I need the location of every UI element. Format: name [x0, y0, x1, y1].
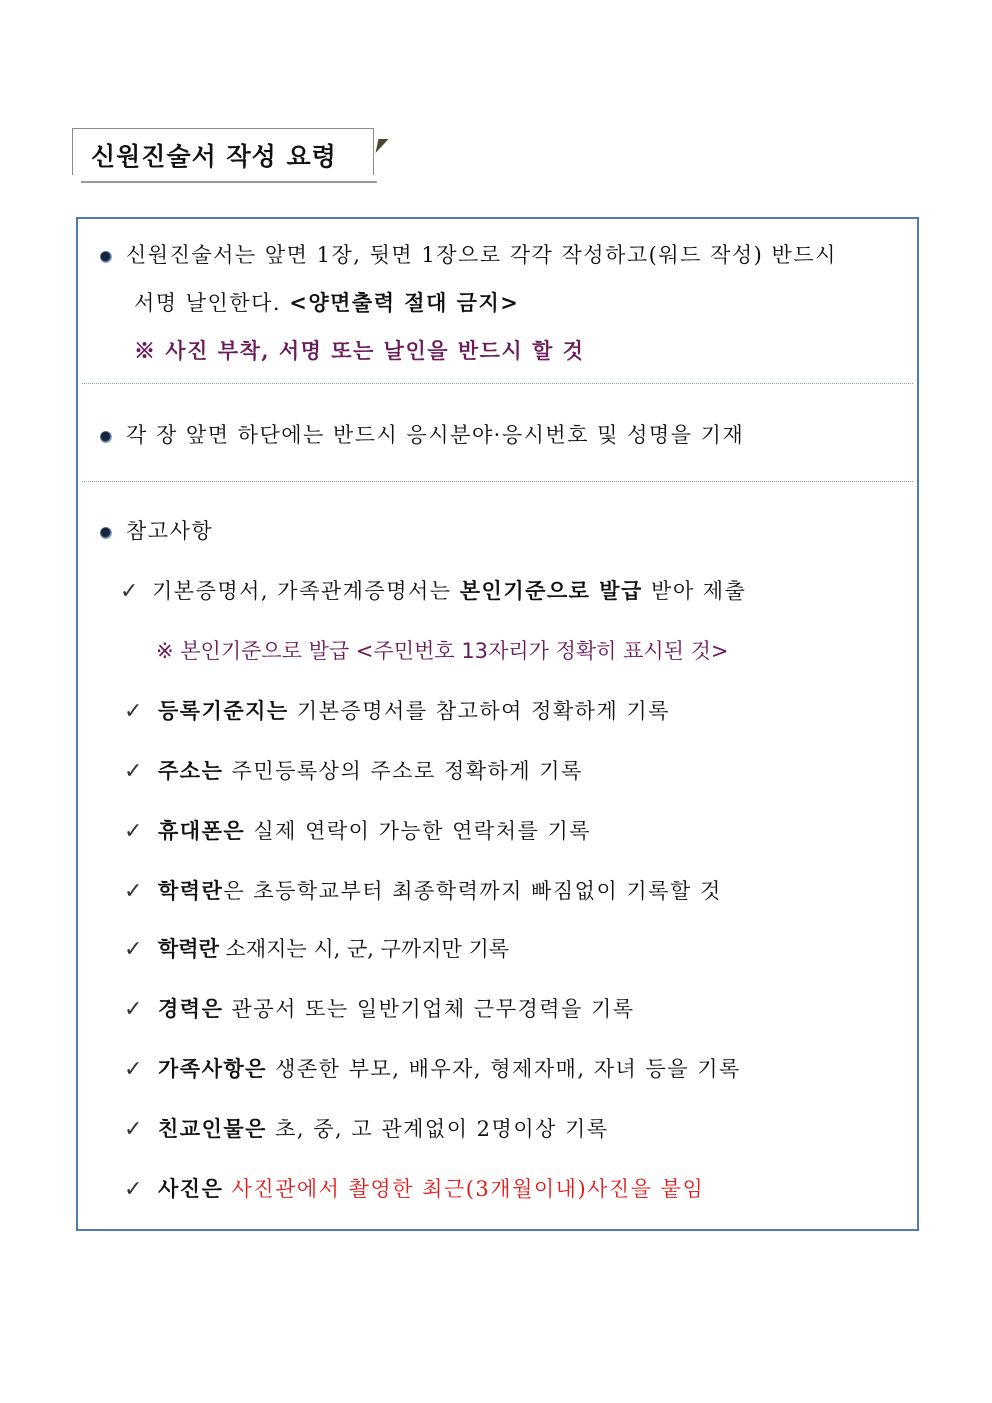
check-icon: ✓ [120, 579, 139, 604]
check-icon: ✓ [124, 759, 143, 784]
check-icon: ✓ [124, 699, 143, 724]
item-text: 주민등록상의 주소로 정확하게 기록 [223, 759, 583, 783]
section2-line1: 각 장 앞면 하단에는 반드시 응시분야·응시번호 및 성명을 기재 [126, 423, 745, 447]
section1-note: ※ 사진 부착, 서명 또는 날인을 반드시 할 것 [134, 338, 585, 363]
page-title: 신원진술서 작성 요령 [91, 142, 337, 171]
instructions-box [76, 217, 919, 1231]
section1-line1: 신원진술서는 앞면 1장, 뒷면 1장으로 각각 작성하고(워드 작성) 반드시 [126, 243, 837, 267]
sub-note: ※ 본인기준으로 발급 <주민번호 13자리가 정확히 표시된 것> [156, 639, 729, 663]
check-icon: ✓ [124, 937, 143, 962]
list-item [158, 875, 722, 905]
list-item [158, 1173, 704, 1203]
section1-line2 [134, 287, 519, 317]
title-wedge-decoration [376, 139, 389, 153]
item-text: 초, 중, 고 관계없이 2명이상 기록 [266, 1117, 609, 1141]
item-text: 기본증명서, 가족관계증명서는 [152, 579, 460, 603]
check-icon: ✓ [124, 1057, 143, 1082]
list-item [158, 1113, 609, 1143]
item-bold: 등록기준지는 [158, 698, 289, 723]
dotted-divider [82, 383, 913, 384]
list-item [158, 1053, 741, 1083]
item-bold: 가족사항은 [158, 1056, 267, 1081]
item-text: 생존한 부모, 배우자, 형제자매, 자녀 등을 기록 [266, 1057, 741, 1081]
section3-heading: 참고사항 [126, 519, 214, 543]
dotted-divider [82, 481, 913, 482]
item-bold: 본인기준으로 발급 [459, 578, 643, 603]
item-bold: 친교인물은 [158, 1116, 267, 1141]
check-icon: ✓ [124, 1177, 143, 1202]
item-text: 받아 제출 [642, 579, 747, 603]
list-item [152, 575, 746, 605]
item-bold: 주소는 [158, 758, 224, 783]
item-text: 기본증명서를 참고하여 정확하게 기록 [288, 699, 670, 723]
list-item [158, 755, 583, 785]
bullet-icon [100, 431, 112, 443]
check-icon: ✓ [124, 997, 143, 1022]
item-text: 은 초등학교부터 최종학력까지 빠짐없이 기록할 것 [223, 879, 722, 903]
list-item [158, 993, 635, 1023]
check-icon: ✓ [124, 879, 143, 904]
list-item [158, 933, 509, 963]
item-text: 실제 연락이 가능한 연락처를 기록 [245, 819, 592, 843]
bullet-icon [100, 251, 112, 263]
title-underline [81, 181, 377, 183]
item-bold: 학력란 [158, 936, 219, 961]
item-bold: 경력은 [158, 996, 224, 1021]
section1-line2-bold: <양면출력 절대 금지> [289, 290, 520, 315]
check-icon: ✓ [124, 1117, 143, 1142]
bullet-icon [100, 527, 112, 539]
item-text: 소재지는 시, 군, 구까지만 기록 [218, 937, 510, 961]
check-icon: ✓ [124, 819, 143, 844]
list-item [158, 695, 670, 725]
item-red-text: 사진관에서 촬영한 최근(3개월이내)사진을 붙임 [223, 1177, 705, 1201]
item-bold: 휴대폰은 [158, 818, 246, 843]
item-bold: 학력란 [158, 878, 224, 903]
item-bold: 사진은 [158, 1176, 224, 1201]
section1-line2-text: 서명 날인한다. [134, 291, 290, 315]
list-item [158, 815, 591, 845]
item-text: 관공서 또는 일반기업체 근무경력을 기록 [223, 997, 635, 1021]
title-tab [72, 128, 374, 175]
